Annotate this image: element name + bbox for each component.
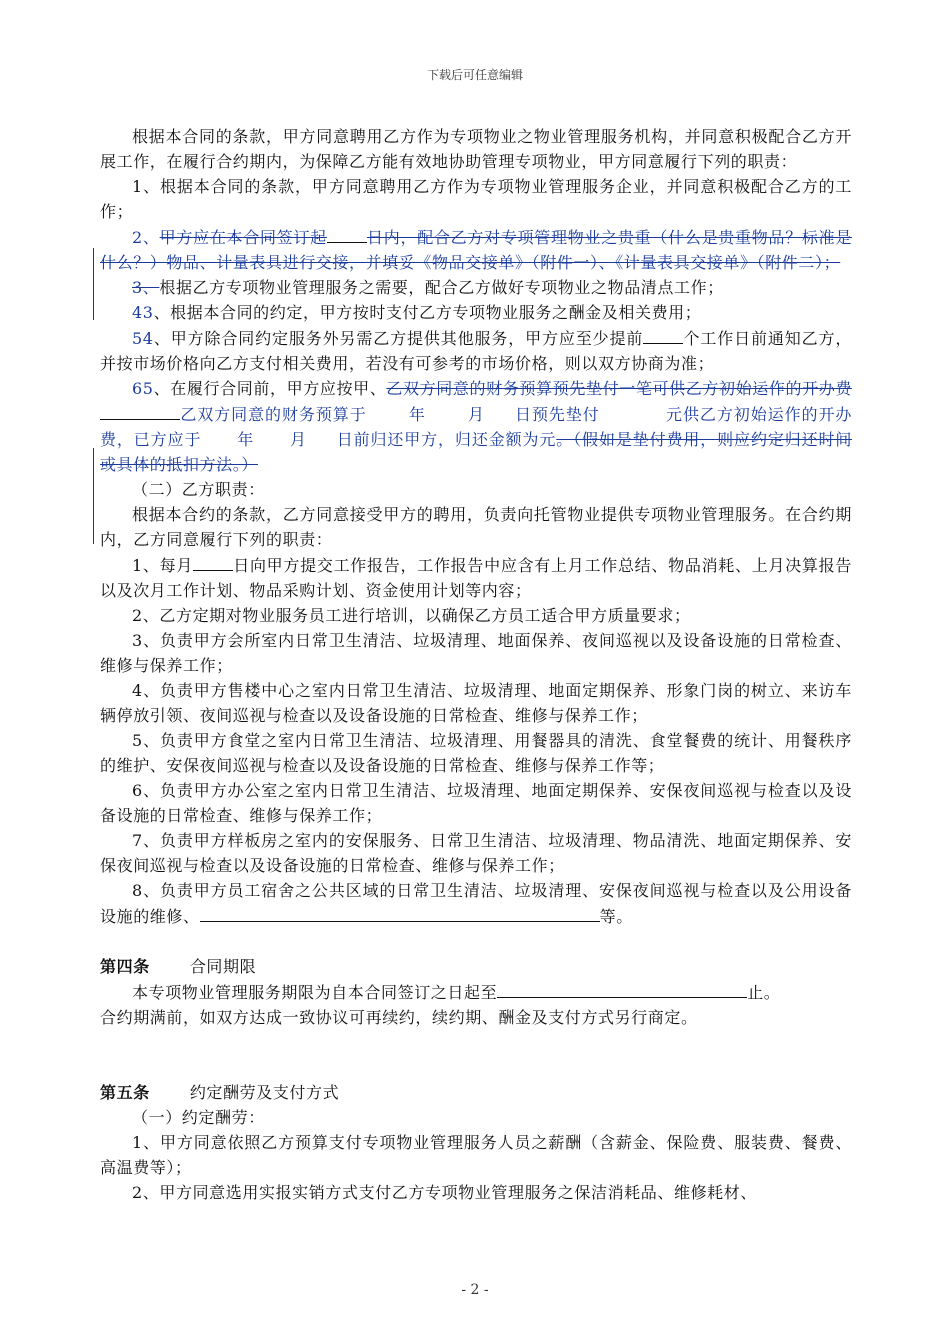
deleted-text: 乙双方同意的财务预算预先垫付一笔可供乙方初始运作的开办费 <box>386 379 852 398</box>
clause-b5: 5、负责甲方食堂之室内日常卫生清洁、垃圾清理、用餐器具的清洗、食堂餐费的统计、用餐秩序的维护、安保夜间巡视与检查以及设备设施的日常检查、维修与保养工作等； <box>100 731 852 775</box>
page-header: 下载后可任意编辑 <box>426 68 523 82</box>
clause-text: 日向甲方提交工作报告，工作报告中应含有上月工作总结、物品消耗、上月决算报告以及次月工作计划、物品采购计划、资金使用计划等内容； <box>100 556 852 600</box>
clause-text: 、甲方除合同约定服务外另需乙方提供其他服务，甲方应至少提前 <box>153 329 644 348</box>
clause-b3: 3、负责甲方会所室内日常卫生清洁、垃圾清理、地面保养、夜间巡视以及设备设施的日常检查、维修与保养工作； <box>100 631 852 675</box>
blank-field <box>100 401 180 420</box>
paragraph-intro: 根据本合同的条款，甲方同意聘用乙方作为专项物业之物业管理服务机构，并同意积极配合乙方开展工作，在履行合约期内，为保障乙方能有效地协助管理专项物业，甲方同意履行下列的职责： <box>100 127 852 171</box>
inserted-text: 日预先垫付 <box>515 405 600 424</box>
clause-a4 <box>100 300 852 325</box>
clause-c2: 2、甲方同意选用实报实销方式支付乙方专项物业管理服务之保洁消耗品、维修耗材、 <box>132 1183 757 1202</box>
deleted-text: 日内，配合乙方对专项管理物业之贵重（什么是贵重物品？标准是什么？）物品、计量表具进行交接，并填妥《物品交接单》（附件一）、《计量表具交接单》（附件二）； <box>100 228 852 272</box>
clause-b6: 6、负责甲方办公室之室内日常卫生清洁、垃圾清理、地面定期保养、安保夜间巡视与检查以及设备设施的日常检查、维修与保养工作； <box>100 781 852 825</box>
clause-c1: 1、甲方同意依照乙方预算支付专项物业管理服务人员之薪酬（含薪金、保险费、服装费、餐费、高温费等）； <box>100 1133 852 1177</box>
revision-bar <box>93 448 94 544</box>
blank-field <box>643 325 683 344</box>
clause-a5 <box>100 325 852 376</box>
article-4-renewal: 合约期满前，如双方达成一致协议可再续约，续约期、酬金及支付方式另行商定。 <box>100 1008 698 1027</box>
document-body <box>100 124 852 1205</box>
clause-a1: 1、根据本合同的条款，甲方同意聘用乙方作为专项物业管理服务企业，并同意积极配合乙方的工作； <box>100 177 852 221</box>
article-5-heading <box>100 1080 852 1105</box>
revision-bar <box>93 248 94 320</box>
article-number: 第五条 <box>100 1083 150 1102</box>
inserted-text: 年 <box>237 430 255 449</box>
section-2-title: （二）乙方职责： <box>132 480 265 499</box>
revised-number: 54 <box>132 329 154 348</box>
clause-text: 止。 <box>747 983 781 1002</box>
inserted-text: 供乙方初始运作的开办费，已方应于 <box>100 405 852 449</box>
clause-number: 2、 <box>132 228 160 247</box>
article-title: 约定酬劳及支付方式 <box>189 1083 340 1102</box>
inserted-text: 月 <box>289 430 307 449</box>
deleted-text: 甲方应在本合同签订起 <box>159 228 327 247</box>
blank-field <box>327 224 367 243</box>
inserted-text: 月 <box>467 405 485 424</box>
blank-field <box>200 903 600 922</box>
article-number: 第四条 <box>100 957 150 976</box>
clause-text: 、根据本合同的约定，甲方按时支付乙方专项物业服务之酬金及相关费用； <box>153 303 702 322</box>
clause-b4: 4、负责甲方售楼中心之室内日常卫生清洁、垃圾清理、地面定期保养、形象门岗的树立、来访车辆停放引领、夜间巡视与检查以及设备设施的日常检查、维修与保养工作； <box>100 681 852 725</box>
inserted-text: 乙双方同意的财务预算于 <box>180 405 367 424</box>
inserted-text: 年 <box>408 405 426 424</box>
blank-field <box>497 979 747 998</box>
clause-text: 1、每月 <box>132 556 194 575</box>
blank-field <box>193 552 233 571</box>
revised-number: 43 <box>132 303 154 322</box>
clause-text: 本专项物业管理服务期限为自本合同签订之日起至 <box>132 983 498 1002</box>
section-2-intro: 根据本合约的条款，乙方同意接受甲方的聘用，负责向托管物业提供专项物业管理服务。在合约期内，乙方同意履行下列的职责： <box>100 505 852 549</box>
clause-b2: 2、乙方定期对物业服务员工进行培训，以确保乙方员工适合甲方质量要求； <box>132 606 691 625</box>
clause-b8 <box>100 878 852 929</box>
article-title: 合同期限 <box>189 957 257 976</box>
deleted-number: 3、 <box>132 278 160 297</box>
inserted-text: 元 <box>539 430 557 449</box>
revised-number: 65 <box>132 379 154 398</box>
spacer <box>100 1030 852 1080</box>
clause-text: 8、负责甲方员工宿舍之公共区域的日常卫生清洁、垃圾清理、安保夜间巡视与检查以及公用设备设施的维修、 <box>100 881 852 926</box>
clause-a3 <box>100 275 852 300</box>
deleted-text: 。（假如是垫付费用，则应约定归还时间或具体的抵扣方法。） <box>100 430 852 474</box>
inserted-text: 元 <box>666 405 683 424</box>
spacer <box>100 929 852 954</box>
clause-b7: 7、负责甲方样板房之室内的安保服务、日常卫生清洁、垃圾清理、物品清洗、地面定期保养、安保夜间巡视与检查以及设备设施的日常检查、维修与保养工作； <box>100 831 852 875</box>
clause-b1 <box>100 552 852 603</box>
clause-text: 等。 <box>599 907 633 926</box>
page-number: - 2 - <box>461 1282 489 1298</box>
clause-text: 、在履行合同前，甲方应按甲、 <box>153 379 387 398</box>
clause-text: 根据乙方专项物业管理服务之需要，配合乙方做好专项物业之物品清点工作； <box>159 278 724 297</box>
clause-a6 <box>100 376 852 477</box>
article-4-heading <box>100 954 852 979</box>
inserted-text: 日前归还甲方，归还金额为 <box>336 430 540 449</box>
clause-text: 个工作日前通知乙方，并按市场价格向乙方支付相关费用，若没有可参考的市场价格，则以双方协商为准； <box>100 329 852 373</box>
article-4-text <box>100 979 852 1005</box>
article-5-subtitle: （一）约定酬劳： <box>132 1108 265 1127</box>
clause-a2 <box>100 224 852 275</box>
